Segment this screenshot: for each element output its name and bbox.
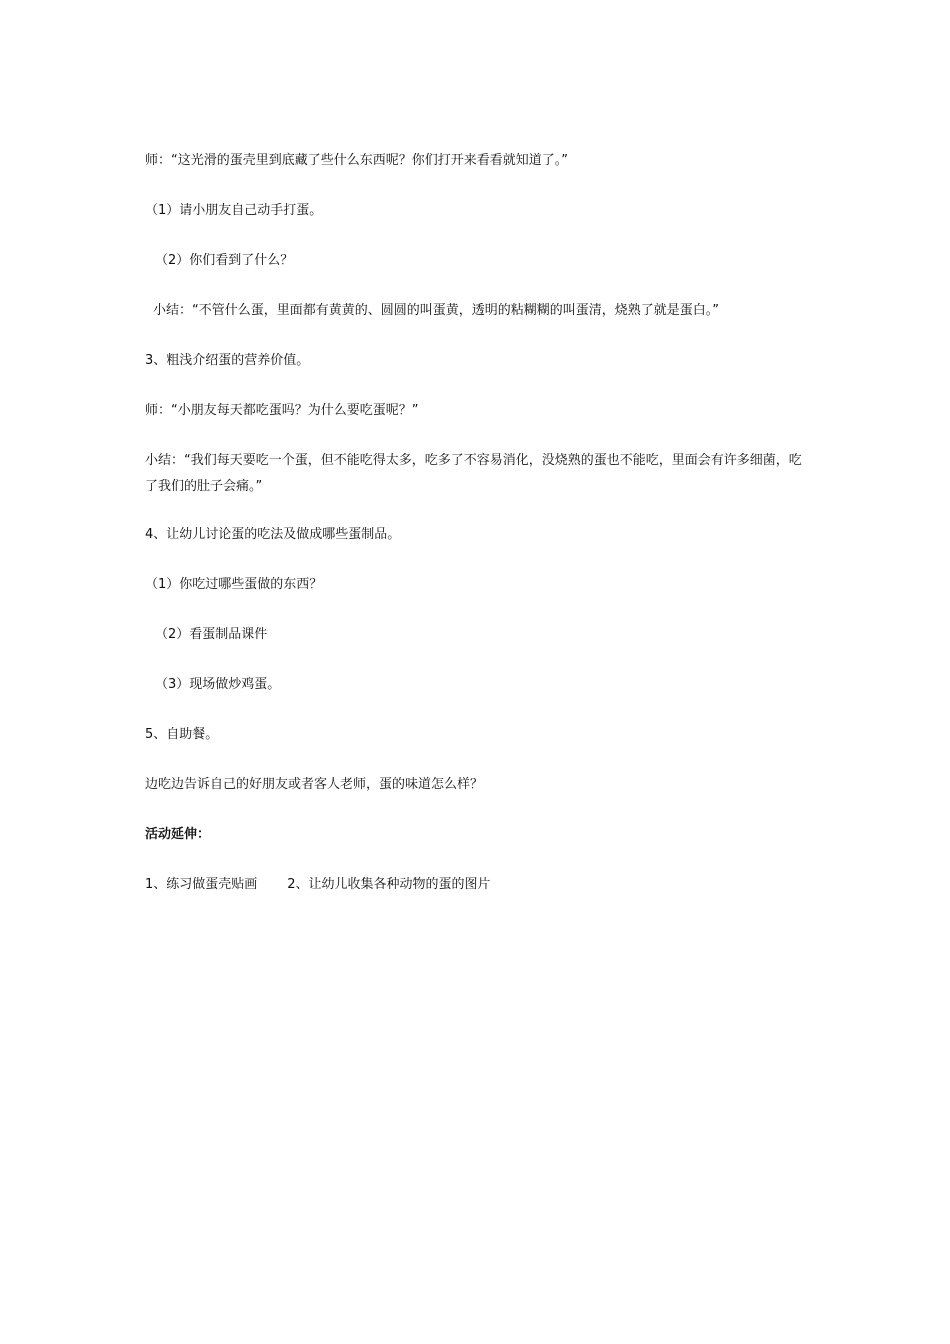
section-3-heading: 3、粗浅介绍蛋的营养价值。 — [145, 353, 310, 368]
extension-items — [145, 875, 491, 895]
teacher-question-open-egg: 师：“这光滑的蛋壳里到底藏了些什么东西呢？你们打开来看看就知道了。” — [145, 153, 568, 168]
buffet-instruction: 边吃边告诉自己的好朋友或者客人老师，蛋的味道怎么样？ — [145, 777, 484, 792]
activity-extension-heading: 活动延伸： — [145, 827, 211, 842]
section-4-heading: 4、让幼儿讨论蛋的吃法及做成哪些蛋制品。 — [145, 527, 401, 542]
teacher-question-eat-egg: 师：“小朋友每天都吃蛋吗？为什么要吃蛋呢？” — [145, 403, 419, 418]
step-crack-egg: （1）请小朋友自己动手打蛋。 — [145, 203, 323, 218]
section-5-heading: 5、自助餐。 — [145, 727, 219, 742]
summary-egg-nutrition: 小结：“我们每天要吃一个蛋，但不能吃得太多，吃多了不容易消化，没烧熟的蛋也不能吃，里面会有许多细菌，吃了我们的肚子会痛。” — [145, 453, 802, 494]
extension-item-1: 1、练习做蛋壳贴画 — [145, 877, 258, 892]
step-what-did-you-see: （2）你们看到了什么？ — [155, 253, 294, 268]
step-scrambled-eggs: （3）现场做炒鸡蛋。 — [155, 677, 281, 692]
extension-item-2: 2、让幼儿收集各种动物的蛋的图片 — [287, 877, 491, 892]
step-what-egg-foods: （1）你吃过哪些蛋做的东西？ — [145, 577, 323, 592]
summary-egg-parts: 小结：“不管什么蛋，里面都有黄黄的、圆圆的叫蛋黄，透明的粘糊糊的叫蛋清，烧熟了就是蛋白。” — [153, 303, 719, 318]
step-watch-courseware: （2）看蛋制品课件 — [155, 627, 268, 642]
